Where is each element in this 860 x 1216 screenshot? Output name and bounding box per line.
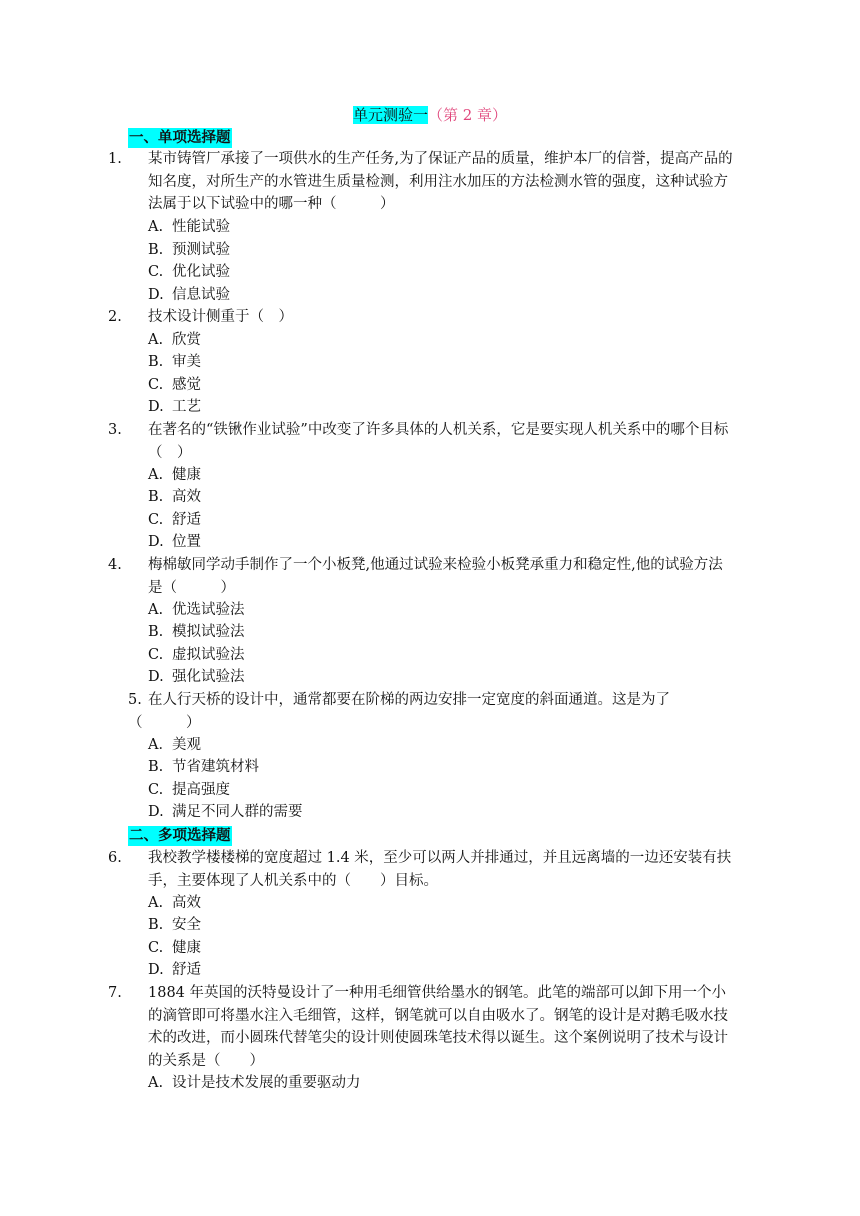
question-number: 1. (108, 151, 122, 167)
question-number: 3. (108, 422, 122, 438)
option-text: 虚拟试验法 (172, 647, 245, 663)
option-text: 性能试验 (172, 219, 230, 235)
option-label: B. (148, 917, 164, 933)
option-label: C. (148, 264, 164, 280)
option-text: 欣赏 (172, 332, 201, 348)
option-text: 安全 (172, 917, 201, 933)
option-text: 感觉 (172, 377, 201, 393)
option-label: D. (148, 399, 164, 415)
option-text: 审美 (172, 354, 201, 370)
option (148, 531, 201, 554)
option (148, 959, 201, 982)
option-text: 舒适 (172, 962, 201, 978)
question-text: 我校教学楼楼梯的宽度超过 1.4 米，至少可以两人并排通过，并且远离墙的一边还安装有扶手，主要体现了人机关系中的（ ）目标。 (148, 850, 732, 889)
option-label: A. (148, 332, 164, 348)
option-text: 优化试验 (172, 264, 230, 280)
option (148, 1072, 361, 1095)
question-2 (108, 306, 734, 329)
option-label: A. (148, 1075, 164, 1091)
option-label: B. (148, 624, 164, 640)
question-7 (108, 982, 734, 1072)
option-text: 设计是技术发展的重要驱动力 (172, 1075, 361, 1091)
option-label: D. (148, 287, 164, 303)
option-text: 舒适 (172, 512, 201, 528)
option (148, 599, 245, 622)
question-5 (128, 689, 734, 734)
option-label: B. (148, 354, 164, 370)
option-text: 高效 (172, 489, 201, 505)
option-text: 健康 (172, 467, 201, 483)
question-6 (108, 847, 734, 892)
option-label: D. (148, 962, 164, 978)
option (148, 756, 259, 779)
option-label: C. (148, 940, 164, 956)
question-text: 梅棉敏同学动手制作了一个小板凳,他通过试验来检验小板凳承重力和稳定性,他的试验方法是（ ） (148, 557, 723, 596)
option-text: 美观 (172, 737, 201, 753)
title-chapter: （第 2 章） (427, 106, 508, 124)
option-label: A. (148, 895, 164, 911)
option (148, 779, 230, 802)
option-label: D. (148, 804, 164, 820)
question-4 (108, 554, 734, 599)
option (148, 644, 245, 667)
option-text: 提高强度 (172, 782, 230, 798)
option-label: D. (148, 534, 164, 550)
option-label: B. (148, 489, 164, 505)
option (148, 509, 201, 532)
option-text: 信息试验 (172, 287, 230, 303)
question-1 (108, 148, 734, 216)
option-text: 强化试验法 (172, 669, 245, 685)
option-label: A. (148, 602, 164, 618)
option (148, 261, 230, 284)
option-label: B. (148, 759, 164, 775)
option-label: B. (148, 242, 164, 258)
option (148, 329, 201, 352)
option-text: 节省建筑材料 (172, 759, 259, 775)
option (148, 621, 245, 644)
option (148, 486, 201, 509)
option-text: 模拟试验法 (172, 624, 245, 640)
option (148, 351, 201, 374)
option (148, 666, 245, 689)
option-text: 高效 (172, 895, 201, 911)
title-highlight: 单元测验一 (352, 106, 428, 124)
option-text: 健康 (172, 940, 201, 956)
option (148, 464, 201, 487)
question-text: 技术设计侧重于（ ） (148, 309, 293, 325)
question-text: 1884 年英国的沃特曼设计了一种用毛细管供给墨水的钢笔。此笔的端部可以卸下用一个小的滴管即可将墨水注入毛细管，这样，钢笔就可以自由吸水了。钢笔的设计是对鹅毛吸水技术的改进，而小圆珠代替笔尖的设计则使圆珠笔技术得以诞生。这个案例说明了技术与设计的关系是（ ） (148, 985, 728, 1069)
option-label: C. (148, 782, 164, 798)
question-text: 某市铸管厂承接了一项供水的生产任务,为了保证产品的质量，维护本厂的信誉，提高产品的知名度，对所生产的水管进生质量检测，利用注水加压的方法检测水管的强度，这种试验方法属于以下试验中的哪一种（ ） (148, 151, 733, 212)
page-title (0, 104, 860, 126)
question-number: 4. (108, 557, 122, 573)
option-label: A． (148, 737, 173, 753)
option-text: 工艺 (172, 399, 201, 415)
option-text: 位置 (172, 534, 201, 550)
option-label: A. (148, 467, 164, 483)
option-text: 优选试验法 (172, 602, 245, 618)
question-text: 在著名的“铁锹作业试验”中改变了许多具体的人机关系，它是要实现人机关系中的哪个目标（ ） (148, 422, 729, 461)
question-number: 2. (108, 309, 122, 325)
section-heading-multiple-choice: 二、多项选择题 (129, 827, 231, 844)
question-number: 7. (108, 985, 122, 1001)
option-label: D. (148, 669, 164, 685)
option (148, 801, 303, 824)
option-label: C. (148, 512, 164, 528)
question-number: 5. (128, 692, 142, 708)
option-label: C. (148, 377, 164, 393)
option (148, 892, 201, 915)
option-label: C. (148, 647, 164, 663)
option (148, 937, 201, 960)
question-number: 6. (108, 850, 122, 866)
option (148, 734, 201, 757)
question-text: 在人行天桥的设计中，通常都要在阶梯的两边安排一定宽度的斜面通道。这是为了（ ） (128, 692, 670, 731)
option (148, 284, 230, 307)
option (148, 239, 230, 262)
section-heading-single-choice: 一、单项选择题 (129, 129, 231, 146)
option (148, 374, 201, 397)
option-text: 预测试验 (172, 242, 230, 258)
option-text: 满足不同人群的需要 (172, 804, 303, 820)
question-3 (108, 419, 734, 464)
option-label: A. (148, 219, 164, 235)
option (148, 914, 201, 937)
option (148, 396, 201, 419)
option (148, 216, 230, 239)
